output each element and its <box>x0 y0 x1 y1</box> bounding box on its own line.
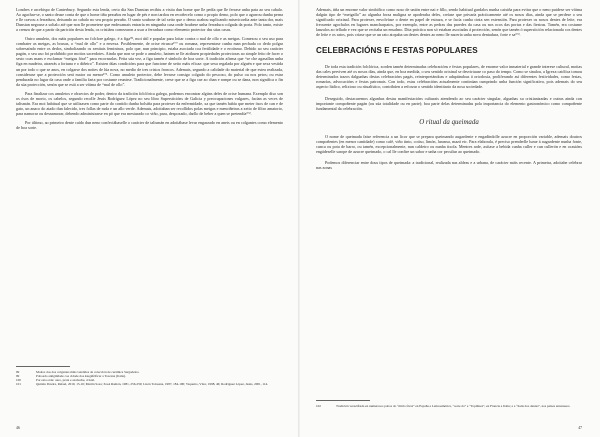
page-number: 46 <box>16 426 20 430</box>
footnote-text: Tradición verezífrada en numerosos pobos do “mirlo fórsz” en España e Latinoamérica, “sorte do” e “Topilínez”, en Francia e Italia; e a “hada dos dentes”, nos países anxenseos. <box>336 404 571 408</box>
footnote-number: 99 <box>16 374 20 379</box>
footnote-rule <box>16 366 70 367</box>
footnote-number: 101 <box>16 382 21 387</box>
subsection-paragraph: Podemos diferenciar entre dous tipos de queimada: a tradicional, realizada nas aldeas e a urbana, de carácter máis recente. A primeira, adoitabe celebrar nas zonas <box>316 159 582 170</box>
footnote-rule <box>316 400 370 401</box>
subsection-paragraph: O nome de queimada faise referencia a un licor que se prepara queimando augardente e engadíndolle azucre en proporción variable, ademais doutros compoñentes (en menor cantidade) como café, viño tinto, cotiso, limón, laranxa, mazá etc. Para elaborala, é preciso prenderlle lume á augardente nunha fonte, cunca ou pota de barro, ou tamén, excepcionalmente, nun caldeiro ou nunha tixola. Mentres arde, axítase a bebida cunha culler e cun cullerón e en ocasións engádeselle sarope de azucre queimado, o cal lle confire un sabor e unha cor peculiar ao queimado. <box>316 133 582 154</box>
section-paragraph: Deseguido, destacaremos algunhas destas manifestacións culturais atendendo ao seu carácter singular, algunhas xa cristianizadas e outras ainda con importante compoñente pagán (ou súa totalidade ou en parte); boa parte delas determinadas pola importancia do elemento gastronómico como compoñente fundamental da celebración. <box>316 95 582 111</box>
subsection-body <box>316 134 582 170</box>
body-paragraph: Para finalizar cos amuletos e obxectos de poder, dentro da tradición folclórica galega, podemos encontrar algúns deles de orixe humana. Exemplo diso son os ósos de morto, os cabelos, segundo recolle Jesús Rodríguez López no seu libro Supersticións de Galicia y preocupaciones vulgares, facían as veces de talismán. Era moi habitual que se utilizasen como parte do contido dunha bolsiña para protexer da enfermidade, xa que tamén había que meter ósos de can e de gato, un anaco do atado dun falecido, tres follas de ruda e un allo verde. Ademais, adoitaban ser recollidos polas meigas e menciñeiras a xeito de filtro amatorio, para namorar ou desnamorar, debendo administrarse en pó que era mesturado co viño, para, despoxado, darllo de beber a quen se pretendía¹⁰². <box>16 90 283 116</box>
left-page-body <box>16 7 283 130</box>
footnote-number: 100 <box>16 378 21 383</box>
intro-paragraph: Ademais, tiña un enorme valor simbólico como noso de unión entre nai e fillo, sendo habitual gardalos nunha caixiña para evitar que o neno puidese ser vítima dalgún tipo de “meigallo” ao algunha forza maligna se apoderaba deles, creíase que privaría prácticamente até os nosos días, ainda que se perdese o seu significado orixinal. Para protexer, envolvíase o dente en papel de estraza, e se facía cunha cinta sen extensión. Para protexer os nosos dentes de leite, era frecuente agochalos en lugares mancharpatos, por exemplo, entre as pedras das paredes da casa ou nos ocos das portas e das fiestras. Tamén, era costume lanzalos ao tellado e vez que se recitaba un ensalmo. Dita práctica non só estaban asociadas á protección, senón que tamén ó superstición relacionada cos dentes de leite e os ratos, pois críase que se un rato atopaba un destes dentes ao neno lle nacería unha nova dentadura, forte e sa¹⁰³. <box>316 7 582 38</box>
section-title: CELEBRACIÓNS E FESTAS POPULARES <box>316 46 478 56</box>
right-page <box>300 0 600 437</box>
footnote-number: 99 <box>16 370 20 374</box>
left-footnotes <box>16 366 283 387</box>
footnote-text: Poboado antigüidade coa cidade dos ásugéfrificar a Toscana (Italia). <box>36 374 126 379</box>
footnote-text: Quintía Pereira, Rafael, 2010, 15-16; Martín Sosa; Xosé Ramón, 1981, 256-259; Lisón Tolosana, 1987, 184-190; Vaqueiro, Vítor, 1998, 46; Rodríguez López, Jesús, 2001, 114. <box>36 382 269 387</box>
footnote-text: Moitos dos dos colgantes máis vendidos da colección de cerámica Sargadelos. <box>36 370 140 374</box>
section-paragraph: De toda esta tradición folclórica, xorden tamén determinadas celebracións e festas populares, de enorme valor inmaterial e grande interese cultural, moitas das cales perviven até os nosos días, ainda que, en boa medida, o seu sentido orixinal se desvirtuase co paso do tempo. Como se sinalou, a Igrexa católica tomou determinados trazos dalgunhas destas celebracións pagás, reinterpretándoas e adaptándoas á ortodoxia, proliferando así diferentes festividades, como festas, romarías, advocacións e festas patronais. Con todo, estas celebracións actualmente continúan cumprindo unha función significativa, pois ademais do seu aspecto lúdico, relixioso ou ritualístico, contribúen a reforzar o sentido identitario da nosa sociedade. <box>316 64 582 90</box>
page-number: 47 <box>578 426 582 430</box>
footnote <box>16 382 283 386</box>
footnote-text: Por esta orde: ouro, prata e azabache, cristal. <box>36 378 95 383</box>
footnote <box>316 404 582 408</box>
subsection-title: O ritual da queimada <box>419 118 479 126</box>
section-body <box>316 64 582 110</box>
body-paragraph: Outro amuleto, dos máis populares no folclore galego, é a figa⁹⁹, moi útil e popular para loitar contra o mal de ollo e as meigas. Comezou o seu uso para combater as meigas, as bruxas, o “mal de ollo” e a envexa. Posiblemente, de orixe etrusca¹⁰⁰ ou romana, representase cunha man pechada co dedo polgar sobresaíndo entre os dedos, simbolizando os xenitais femininos, polo que, nun principio, estaba asociada coa fertilidade e o erotismo. Debido ao seu carácter pagán, o seu uso foi prohibido por moitos sacerdotes. Ainda que non se pode o amuleto, hainen se lle atribuen propiedades protectoras ao simple feito de facer o sesto coas mans e exclamar “meigas fóra!” para escornarlas. Feita súa vez, a figa tamén é símbolo de boa sorte. A tradición afirma que “se che agasallan unha figa en madeira, atraerás a fortuna e o diñeiro”. Existen dúas condicións para que funcione de xeito máis eficaz: que sexa regalada por alguén e que sexa vestida un por todo o que se anos, en colgarse dos noites de lúa nova, no medio de tres cristos froncos. Ademais, segundo a calidade do material de que estea realizada, considerase que a protección será maior ou menor¹⁰¹. Como amuleto protector, debe levarse consigo colgado do pescozo, do pulso ou nos petos; ou estar pendurada no lugar da casa onde a familia farta por costume reunirse. Tradicionalmente, crese que se a figa cae ao chan e rompe ou se dana, non significa o fin da súa protección, senón que se está a ser vítima de “mal de ollo”. <box>16 36 283 87</box>
footnote-number: 102 <box>316 404 321 408</box>
right-footnotes <box>316 400 582 408</box>
body-paragraph: Londres e arcebispo de Canterbury. Segundo esta lenda, certo día San Dunstan recibiu a visita dun home que lle pedía que lle ferrase unha pata ao seu cabalo. Ao agachar-se, o santo deuse conta de que o home tiña pezuños en lugar de pés e non tardou en recoñecelo como o propio demo, polo que o agarrou dunha perna e lle cravou a ferradura, deixando ao cabalo no seu propio pezuño. O santo soubose de tal xeito que o demo acabou suplicando misericordia ante tanta dor, mais Dunstan negouse a soltalo até que non lle prometese que endexamais entraría en ningunha casa onde houbese unha ferradura colgada da porta. Polo tanto, existe a crenza de que a partir da parición desta lenda, os cristiáns comezaron a usar a ferradura como elemento protector das súas casas. <box>16 7 283 33</box>
body-paragraph: Por último, ao primeiro dente caído dun neno confeciábaselle o carácter de talismán en adoitábase levar engarzado en aneis ou en colgantes como elemento de boa sorte. <box>16 119 283 130</box>
